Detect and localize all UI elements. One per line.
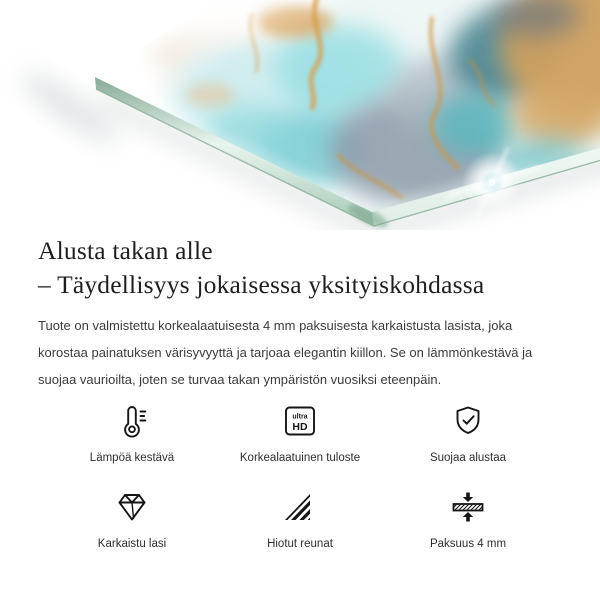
feature-label: Paksuus 4 mm <box>429 538 507 550</box>
thickness-arrows-icon <box>451 489 485 525</box>
shield-check-icon <box>451 403 485 439</box>
beveled-edge-icon <box>283 489 317 525</box>
feature-polished-edges <box>216 489 384 551</box>
feature-high-quality-print <box>216 403 384 465</box>
feature-tempered-glass <box>48 489 216 551</box>
page-title <box>38 234 562 302</box>
ultra-hd-icon <box>283 403 317 439</box>
feature-label: Karkaistu lasi <box>97 538 167 550</box>
feature-thickness <box>384 489 552 551</box>
glass-panel-illustration <box>0 0 600 230</box>
feature-label: Lämpöä kestävä <box>89 452 175 464</box>
feature-label: Hiotut reunat <box>267 538 333 550</box>
feature-grid <box>38 403 562 551</box>
feature-label: Korkealaatuinen tuloste <box>239 452 361 464</box>
product-description: Tuote on valmistettu korkealaatuisesta 4 mm paksuisesta karkaistusta lasista, joka korostaa painatuksen värisyvyyttä ja tarjoaa elegantin kiillon. Se on lämmönkestävä ja suojaa vaurioilta, joten se turvaa takan ympäristön vuosiksi eteenpäin. <box>38 318 533 387</box>
ultra-hd-icon-text-bottom: HD <box>292 421 308 433</box>
feature-label: Suojaa alustaa <box>429 452 507 464</box>
diamond-icon <box>115 489 149 525</box>
page-title-line2: – Täydellisyys jokaisessa yksityiskohdassa <box>38 270 485 299</box>
ultra-hd-icon-text-top: ultra <box>292 413 308 421</box>
product-image <box>0 0 600 230</box>
page-title-line1: Alusta takan alle <box>38 236 213 265</box>
thermometer-icon <box>115 403 149 439</box>
feature-heat-resistant <box>48 403 216 465</box>
feature-protects-base <box>384 403 552 465</box>
